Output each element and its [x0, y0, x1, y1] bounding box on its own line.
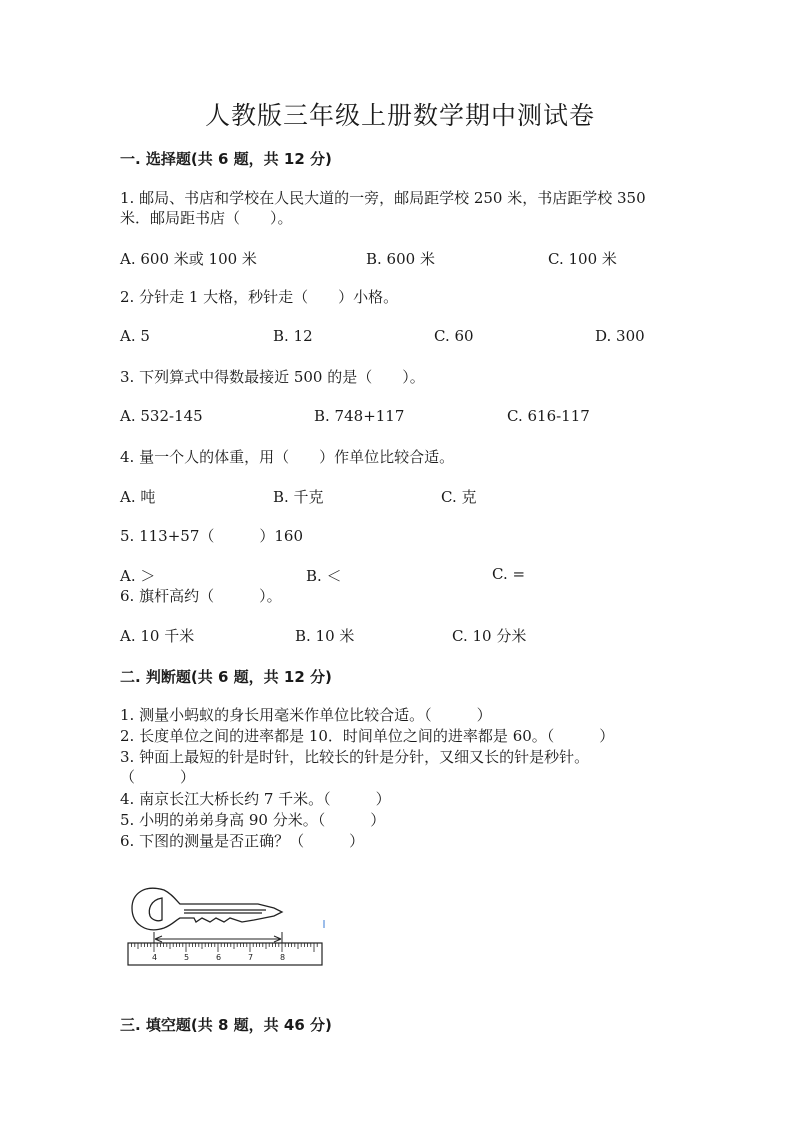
key-ruler-illustration — [124, 880, 334, 970]
ruler-tick-label: 5 — [184, 953, 190, 962]
question-2-option-a[interactable]: A. 5 — [120, 327, 150, 345]
question-3-option-b[interactable]: B. 748+117 — [314, 407, 405, 425]
question-3-option-a[interactable]: A. 532-145 — [120, 407, 203, 425]
section-heading-fill-blank: 三. 填空题(共 8 题，共 46 分) — [120, 1016, 332, 1034]
question-1-option-b[interactable]: B. 600 米 — [366, 250, 435, 268]
question-1-option-a[interactable]: A. 600 米或 100 米 — [120, 250, 257, 268]
question-1-line-1: 1. 邮局、书店和学校在人民大道的一旁，邮局距学校 250 米，书店距学校 350 — [120, 189, 646, 207]
question-6-option-b[interactable]: B. 10 米 — [295, 627, 355, 645]
question-6-option-c[interactable]: C. 10 分米 — [452, 627, 527, 645]
question-5-option-a[interactable]: A. ＞ — [120, 567, 156, 585]
section-heading-choice: 一. 选择题(共 6 题，共 12 分) — [120, 150, 332, 168]
question-5-option-b[interactable]: B. ＜ — [306, 567, 342, 585]
ruler-tick-label: 8 — [280, 953, 286, 962]
question-3-option-c[interactable]: C. 616-117 — [507, 407, 590, 425]
key-ruler-figure — [124, 880, 334, 970]
question-5: 5. 113+57（ ）160 — [120, 527, 303, 545]
question-4: 4. 量一个人的体重，用（ ）作单位比较合适。 — [120, 448, 455, 466]
judgement-item-1: 1. 测量小蚂蚁的身长用毫米作单位比较合适。（ ） — [120, 706, 492, 724]
judgement-item-4: 4. 南京长江大桥长约 7 千米。（ ） — [120, 790, 391, 808]
question-3: 3. 下列算式中得数最接近 500 的是（ ）。 — [120, 368, 425, 386]
question-5-option-c[interactable]: C. = — [492, 565, 526, 583]
question-2-option-d[interactable]: D. 300 — [595, 327, 645, 345]
question-1-option-c[interactable]: C. 100 米 — [548, 250, 617, 268]
judgement-item-3-answer: （ ） — [120, 768, 196, 786]
question-4-option-a[interactable]: A. 吨 — [120, 488, 156, 506]
question-2-option-b[interactable]: B. 12 — [273, 327, 313, 345]
judgement-item-2: 2. 长度单位之间的进率都是 10．时间单位之间的进率都是 60。（ ） — [120, 727, 615, 745]
question-6-option-a[interactable]: A. 10 千米 — [120, 627, 195, 645]
judgement-item-3: 3. 钟面上最短的针是时针，比较长的针是分针，又细又长的针是秒针。 — [120, 748, 590, 766]
question-2: 2. 分针走 1 大格，秒针走（ ）小格。 — [120, 288, 399, 306]
ruler-tick-label: 6 — [216, 953, 222, 962]
ruler — [128, 943, 322, 965]
judgement-item-6: 6. 下图的测量是否正确？（ ） — [120, 832, 365, 850]
judgement-item-5: 5. 小明的弟弟身高 90 分米。（ ） — [120, 811, 386, 829]
question-6: 6. 旗杆高约（ ）。 — [120, 587, 282, 605]
question-2-option-c[interactable]: C. 60 — [434, 327, 474, 345]
question-4-option-c[interactable]: C. 克 — [441, 488, 477, 506]
page-title: 人教版三年级上册数学期中测试卷 — [204, 101, 595, 130]
question-4-option-b[interactable]: B. 千克 — [273, 488, 324, 506]
section-heading-judgement: 二. 判断题(共 6 题，共 12 分) — [120, 668, 332, 686]
ruler-tick-label: 4 — [152, 953, 158, 962]
ruler-tick-label: 7 — [248, 953, 254, 962]
key-icon — [132, 888, 282, 930]
question-1-line-2: 米．邮局距书店（ ）。 — [120, 209, 293, 227]
